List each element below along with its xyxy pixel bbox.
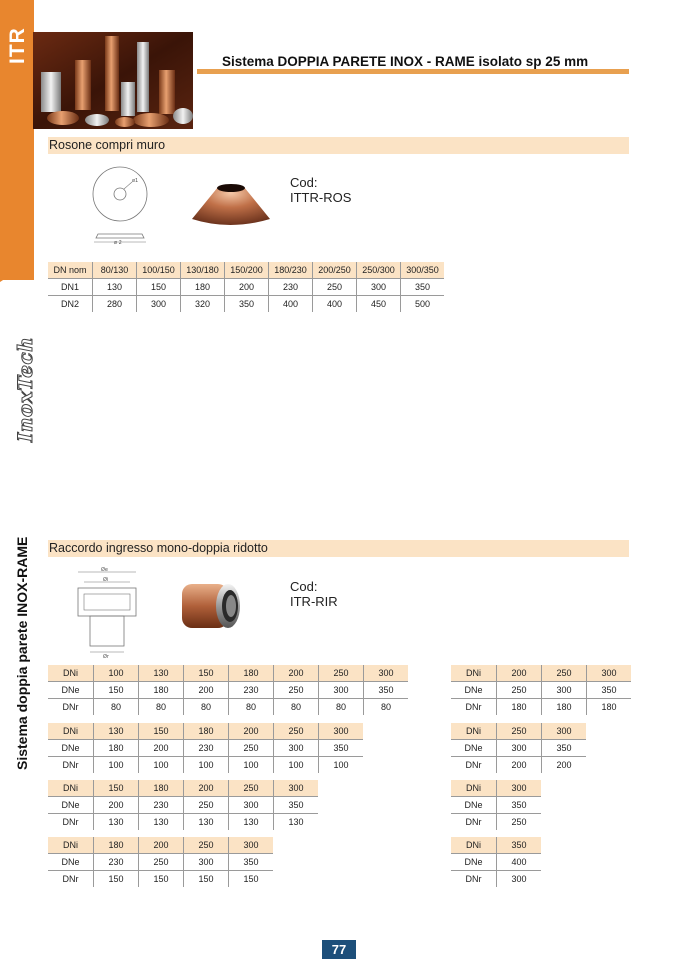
table-cell: 100/150 (137, 262, 181, 279)
table-cell: 350 (225, 296, 269, 313)
table-cell: 150 (139, 871, 184, 888)
table-cell: 200 (556, 760, 572, 770)
table-cell: 350 (497, 837, 542, 854)
row-header-cell: DN2 (48, 296, 93, 313)
header-rule (197, 69, 629, 74)
table-cell: 100 (94, 665, 139, 682)
table-cell: 250 (139, 854, 184, 871)
table-cell: 230 (184, 740, 229, 757)
rosone-technical-drawing (88, 164, 164, 250)
table-cell: 150 (94, 682, 139, 699)
table-cell: 300 (229, 837, 274, 854)
table-cell: 200 (184, 780, 229, 797)
table-cell: 100 (333, 760, 349, 770)
row-header-cell: DNr (48, 871, 94, 888)
raccordo-reduced-diameter-label: Ør (103, 654, 109, 660)
rosone-product-photo (190, 181, 272, 227)
table-cell: 350 (497, 797, 542, 814)
row-header-cell: DNe (48, 682, 94, 699)
table-cell: 350 (587, 682, 632, 699)
table-row (451, 757, 586, 774)
raccordo-dimensions-table (451, 665, 631, 715)
table-cell: 130 (229, 814, 274, 831)
table-row (451, 780, 541, 797)
table-cell: 250 (229, 780, 274, 797)
table-cell: 150 (184, 665, 229, 682)
table-cell: 180 (181, 279, 225, 296)
row-header-cell: DNr (451, 757, 497, 774)
table-cell: 80 (139, 699, 184, 716)
row-header-cell: DNi (451, 723, 497, 740)
table-cell: 300 (184, 854, 229, 871)
table-cell: 200 (497, 757, 542, 774)
table-row (451, 682, 631, 699)
row-header-cell: DNi (451, 780, 497, 797)
raccordo-dimensions-table (451, 780, 541, 830)
table-cell: 250 (319, 665, 364, 682)
row-header-cell: DNe (451, 854, 497, 871)
table-cell: 150/200 (225, 262, 269, 279)
table-cell: 250 (229, 740, 274, 757)
table-cell: 100 (184, 757, 229, 774)
table-row (451, 723, 586, 740)
table-cell: 100 (229, 757, 274, 774)
table-cell: 250 (274, 723, 319, 740)
table-cell: 350 (364, 682, 409, 699)
product-code-label: Cod: (290, 175, 318, 190)
row-header-cell: DNr (451, 814, 497, 831)
rosone-inner-diameter-label: ø1 (132, 178, 139, 184)
row-header-cell: DNe (451, 740, 497, 757)
table-cell: 80 (274, 699, 319, 716)
table-cell: 130 (94, 814, 139, 831)
product-code-value: ITR-RIR (290, 594, 338, 609)
table-cell: 300 (364, 665, 409, 682)
table-cell: 80 (319, 699, 364, 716)
table-cell: 350 (401, 279, 445, 296)
table-cell: 300 (497, 740, 542, 757)
rosone-outer-diameter-label: ø 2 (114, 240, 122, 246)
table-cell: 100 (274, 757, 319, 774)
row-header-cell: DN nom (48, 262, 93, 279)
raccordo-dimensions-table (48, 837, 273, 887)
table-cell: 150 (243, 874, 259, 884)
table-cell: 300 (229, 797, 274, 814)
table-cell: 180 (497, 699, 542, 716)
row-header-cell: DNe (48, 854, 94, 871)
table-row (48, 780, 318, 797)
section-title: Raccordo ingresso mono-doppia ridotto (49, 541, 268, 555)
table-cell: 320 (181, 296, 225, 313)
table-row (48, 279, 444, 296)
table-row (48, 723, 363, 740)
table-cell: 300 (542, 723, 587, 740)
table-cell: 250 (511, 817, 527, 827)
row-header-cell: DNr (48, 814, 94, 831)
table-cell: 230 (269, 279, 313, 296)
table-row (48, 665, 408, 682)
table-cell: 150 (94, 871, 139, 888)
table-cell: 80 (184, 699, 229, 716)
raccordo-dimensions-table (451, 723, 586, 773)
brand-logo: InoxTech (13, 336, 37, 442)
table-cell: 200 (225, 279, 269, 296)
page-number: 77 (322, 940, 356, 959)
raccordo-dimensions-table (48, 723, 363, 773)
table-row (48, 757, 363, 774)
table-cell: 300 (137, 296, 181, 313)
table-row (451, 699, 631, 716)
table-row (48, 871, 273, 888)
table-cell: 200 (274, 665, 319, 682)
table-cell: 130 (93, 279, 137, 296)
table-row (48, 797, 318, 814)
vertical-section-title: Sistema doppia parete INOX-RAME (14, 536, 30, 770)
table-cell: 350 (229, 854, 274, 871)
row-header-cell: DNi (48, 780, 94, 797)
table-cell: 80 (94, 699, 139, 716)
table-cell: 80 (380, 702, 391, 712)
table-cell: 180 (94, 837, 139, 854)
raccordo-inner-diameter-label: Øi (103, 577, 109, 583)
row-header-cell: DNr (451, 699, 497, 716)
table-cell: 180 (229, 665, 274, 682)
table-cell: 350 (274, 797, 319, 814)
series-code: ITR (6, 27, 29, 64)
row-header-cell: DNe (451, 797, 497, 814)
table-cell: 300 (274, 740, 319, 757)
table-cell: 500 (414, 299, 431, 309)
row-header-cell: DNr (48, 699, 94, 716)
raccordo-product-photo (178, 578, 244, 632)
product-code-value: ITTR-ROS (290, 190, 352, 205)
table-cell: 130 (139, 665, 184, 682)
table-cell: 180/230 (269, 262, 313, 279)
table-cell: 400 (313, 296, 357, 313)
table-cell: 250 (497, 682, 542, 699)
row-header-cell: DNi (451, 837, 497, 854)
table-cell: 300 (274, 780, 319, 797)
table-row (48, 296, 444, 313)
table-row (451, 740, 586, 757)
table-cell: 250 (313, 279, 357, 296)
table-cell: 230 (94, 854, 139, 871)
row-header-cell: DNe (48, 797, 94, 814)
row-header-cell: DNr (451, 871, 497, 888)
table-cell: 230 (229, 682, 274, 699)
row-header-cell: DNi (451, 665, 497, 682)
row-header-cell: DNe (48, 740, 94, 757)
table-cell: 400 (497, 854, 542, 871)
raccordo-outer-diameter-label: Øe (101, 567, 109, 573)
table-row (451, 814, 541, 831)
table-cell: 300 (587, 665, 632, 682)
table-cell: 400 (269, 296, 313, 313)
table-row (48, 814, 318, 831)
table-cell: 180 (94, 740, 139, 757)
table-row (48, 699, 408, 716)
table-cell: 150 (139, 723, 184, 740)
table-row (48, 682, 408, 699)
table-cell: 180 (139, 682, 184, 699)
table-cell: 200 (94, 797, 139, 814)
table-cell: 150 (184, 871, 229, 888)
table-cell: 130/180 (181, 262, 225, 279)
table-cell: 250 (184, 797, 229, 814)
table-cell: 300 (319, 723, 364, 740)
table-cell: 250 (542, 665, 587, 682)
table-cell: 300 (357, 279, 401, 296)
table-cell: 200 (229, 723, 274, 740)
section-title-bar (48, 540, 629, 557)
row-header-cell: DNe (451, 682, 497, 699)
table-cell: 200 (497, 665, 542, 682)
table-cell: 200 (184, 682, 229, 699)
table-cell: 100 (94, 757, 139, 774)
header-title: Sistema DOPPIA PARETE INOX - RAME isolato sp 25 mm (222, 54, 589, 69)
table-cell: 250 (497, 723, 542, 740)
raccordo-dimensions-table (48, 780, 318, 830)
row-header-cell: DNi (48, 723, 94, 740)
side-color-band-tip (0, 260, 34, 282)
table-row (451, 871, 541, 888)
table-cell: 80/130 (93, 262, 137, 279)
table-cell: 350 (542, 740, 587, 757)
row-header-cell: DNi (48, 837, 94, 854)
table-cell: 450 (357, 296, 401, 313)
row-header-cell: DN1 (48, 279, 93, 296)
table-cell: 130 (288, 817, 304, 827)
table-row (451, 797, 541, 814)
table-row (451, 837, 541, 854)
section-title: Rosone compri muro (49, 138, 166, 152)
table-cell: 300/350 (401, 262, 445, 279)
table-cell: 180 (601, 702, 617, 712)
table-cell: 280 (93, 296, 137, 313)
table-cell: 250 (274, 682, 319, 699)
row-header-cell: DNi (48, 665, 94, 682)
table-row (48, 740, 363, 757)
rosone-dimensions-table (48, 262, 444, 312)
table-row (451, 854, 541, 871)
header-product-photo (33, 32, 193, 129)
table-cell: 230 (139, 797, 184, 814)
row-header-cell: DNr (48, 757, 94, 774)
raccordo-dimensions-table (48, 665, 408, 715)
table-cell: 200 (139, 740, 184, 757)
section-title-bar (48, 137, 629, 154)
table-cell: 350 (319, 740, 364, 757)
table-cell: 200 (139, 837, 184, 854)
table-row (48, 854, 273, 871)
table-cell: 130 (139, 814, 184, 831)
raccordo-dimensions-table (451, 837, 541, 887)
table-row (48, 262, 444, 279)
table-cell: 150 (94, 780, 139, 797)
table-cell: 80 (229, 699, 274, 716)
table-cell: 150 (137, 279, 181, 296)
product-code-label: Cod: (290, 579, 318, 594)
table-cell: 130 (94, 723, 139, 740)
table-cell: 250 (184, 837, 229, 854)
table-cell: 250/300 (357, 262, 401, 279)
table-cell: 300 (497, 780, 542, 797)
table-cell: 180 (184, 723, 229, 740)
table-row (451, 665, 631, 682)
raccordo-technical-drawing (70, 564, 150, 660)
table-cell: 130 (184, 814, 229, 831)
table-cell: 300 (542, 682, 587, 699)
table-row (48, 837, 273, 854)
table-cell: 300 (511, 874, 527, 884)
table-cell: 200/250 (313, 262, 357, 279)
table-cell: 180 (139, 780, 184, 797)
table-cell: 100 (139, 757, 184, 774)
table-cell: 300 (319, 682, 364, 699)
table-cell: 180 (542, 699, 587, 716)
